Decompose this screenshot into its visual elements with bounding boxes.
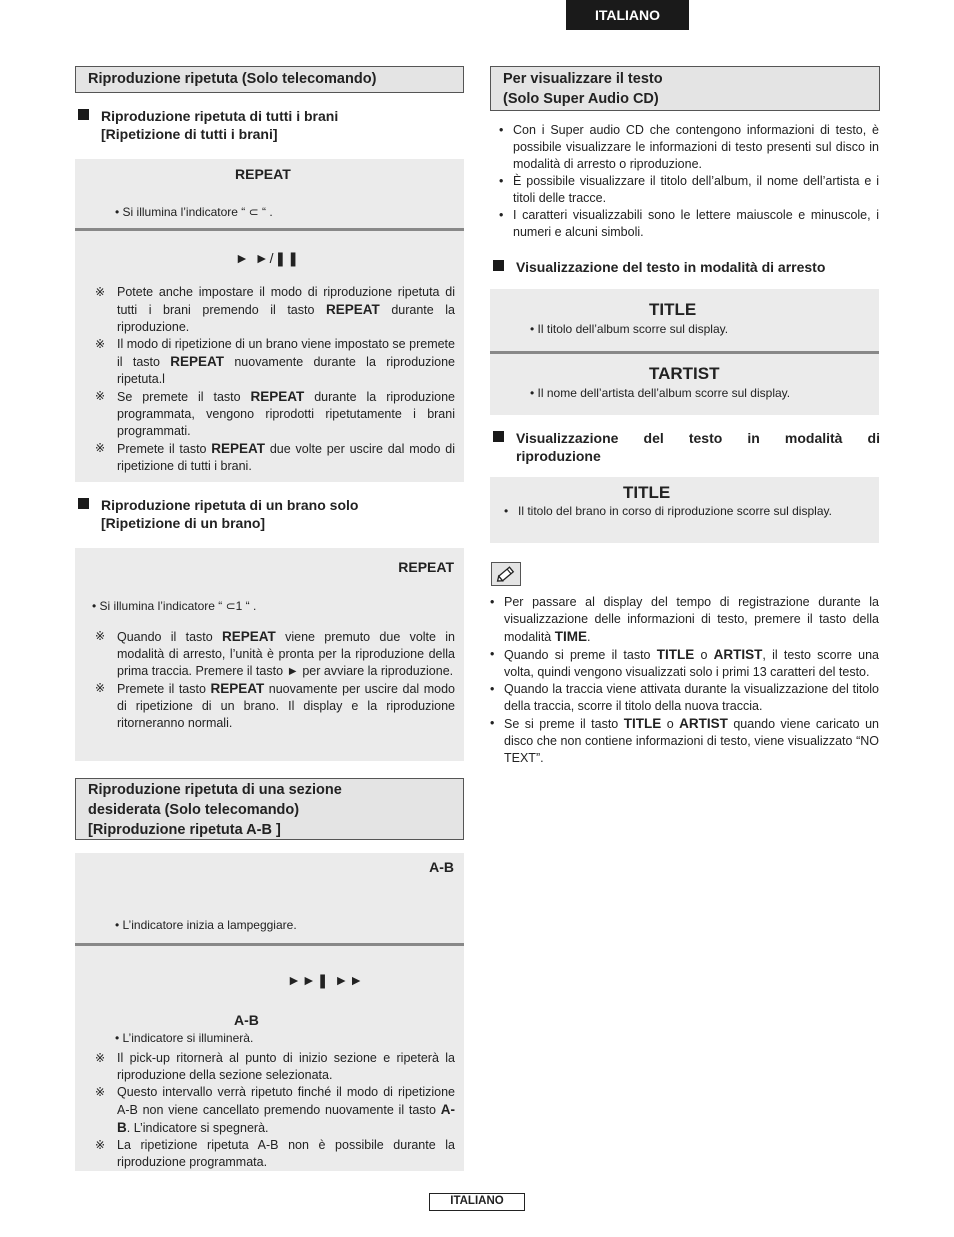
bullet-dot: • — [504, 504, 509, 518]
bullet-dot: • — [490, 595, 495, 609]
subheading-line1: Riproduzione ripetuta di un brano solo — [101, 497, 359, 513]
note-text: Il modo di ripetizione di un brano viene impostato se premete il tasto — [117, 337, 455, 369]
note-text: durante la riproduzione. — [117, 303, 455, 334]
step-box-ab-key — [75, 853, 464, 943]
bullet-dot: • — [499, 208, 504, 222]
note-mark-icon: ※ — [95, 337, 106, 351]
language-tab-label: ITALIANO — [594, 7, 661, 23]
section-title-text: Riproduzione ripetuta (Solo telecomando) — [88, 71, 377, 87]
note-key: REPEAT — [170, 354, 225, 369]
bullet-dot: • — [490, 647, 495, 661]
note-key: REPEAT — [210, 681, 265, 696]
play-pause-icon: ► ►/❚❚ — [235, 250, 300, 266]
bullet-text: L’indicatore inizia a lampeggiare. — [122, 918, 297, 932]
square-bullet-icon — [493, 260, 504, 271]
indicator-bullet — [92, 598, 256, 615]
note-item — [95, 336, 455, 388]
note-text: Se premete il tasto — [117, 390, 251, 404]
indicator-bullet — [115, 204, 273, 221]
memo-bullets — [490, 594, 879, 767]
note-key: REPEAT — [250, 389, 305, 404]
bullet-text: Il titolo dell’album scorre sul display. — [537, 322, 729, 336]
subheading-line2: [Ripetizione di un brano] — [101, 515, 266, 531]
step-box-ab-skip — [75, 946, 464, 1171]
footer-language-label: ITALIANO — [450, 1195, 504, 1207]
bullet-dot: • — [115, 1031, 123, 1045]
section-title-line2: (Solo Super Audio CD) — [503, 91, 659, 107]
bullet-dot: • — [92, 599, 100, 613]
note-text: La ripetizione ripetuta A-B non è possibile durante la riproduzione programmata. — [117, 1138, 455, 1169]
bullet-text: o — [694, 648, 714, 662]
note-item — [95, 628, 455, 680]
bullet-dot: • — [499, 174, 504, 188]
section-title-line2: desiderata (Solo telecomando) — [88, 802, 300, 818]
note-text: Quando il tasto — [117, 630, 223, 644]
key-label-repeat: REPEAT — [235, 166, 291, 182]
section-title-text-display — [490, 66, 880, 111]
key-label-ab: A-B — [429, 859, 454, 875]
note-item — [95, 680, 455, 732]
subheading-play-mode — [493, 429, 880, 465]
bullet-key: ARTIST — [679, 716, 728, 731]
subheading-repeat-one — [78, 496, 464, 532]
bullet-text: Il titolo del brano in corso di riproduzione scorre sul display. — [518, 504, 832, 518]
key-label-title: TITLE — [623, 483, 671, 502]
subheading-line1: Riproduzione ripetuta di tutti i brani — [101, 108, 339, 124]
bullet-text: Con i Super audio CD che contengono informazioni di testo, è possibile visualizzare le informazioni di testo presenti sul disco in modalità di arresto o riproduzione. — [513, 123, 879, 171]
bullet-text: Quando la traccia viene attivata durante la visualizzazione del titolo della traccia, scorre il titolo della nuova traccia. — [504, 682, 879, 713]
bullet-text: quando viene caricato un disco che non contiene informazioni di testo, viene visualizzato “NO TEXT”. — [504, 717, 879, 765]
square-bullet-icon — [78, 109, 89, 120]
section-title-repeat — [75, 66, 464, 93]
note-mark-icon: ※ — [95, 389, 106, 403]
note-mark-icon: ※ — [95, 1138, 106, 1152]
key-label-title: TITLE — [649, 300, 697, 319]
title-key-box — [490, 289, 879, 351]
list-item — [490, 646, 879, 681]
bullet-text: Si illumina l’indicatore “ ⊂ “ . — [122, 205, 273, 219]
bullet-key: TITLE — [656, 647, 695, 662]
subheading-line1: Visualizzazione del testo in modalità di — [516, 430, 880, 446]
note-text: Il pick-up ritornerà al punto di inizio sezione e ripeterà la riproduzione della sezione selezionata. — [117, 1051, 455, 1082]
intro-bullets — [499, 122, 879, 241]
note-mark-icon: ※ — [95, 681, 106, 695]
notes-list — [95, 1050, 455, 1171]
bullet-text: L’indicatore si illuminerà. — [122, 1031, 254, 1045]
skip-forward-icon: ►►❚ ►► — [287, 972, 365, 988]
square-bullet-icon — [78, 498, 89, 509]
key-label-repeat: REPEAT — [398, 559, 454, 575]
note-mark-icon: ※ — [95, 629, 106, 643]
note-item — [95, 1084, 455, 1137]
footer-language-tab — [429, 1193, 525, 1211]
subheading-stop-mode — [493, 258, 880, 276]
key-label-artist: TARTIST — [649, 364, 720, 383]
note-mark-icon: ※ — [95, 1085, 106, 1099]
note-item — [95, 1050, 455, 1084]
note-text: due volte per uscire dal modo di ripetizione di tutti i brani. — [117, 442, 455, 473]
list-item — [499, 173, 879, 207]
bullet-dot: • — [115, 918, 123, 932]
indicator-bullet — [530, 385, 790, 402]
section-title-line1: Per visualizzare il testo — [503, 71, 663, 87]
note-item — [95, 388, 455, 440]
bullet-dot: • — [115, 205, 123, 219]
note-text: Premete il tasto — [117, 682, 211, 696]
note-text: . L’indicatore si spegnerà. — [126, 1121, 269, 1135]
note-item — [95, 440, 455, 475]
artist-key-box — [490, 354, 879, 415]
indicator-bullet — [530, 321, 728, 338]
note-text: nuovamente per uscire dal modo di ripetizione di un brano. Il display e la riproduzione ritorneranno normali. — [117, 682, 455, 730]
bullet-text: Si illumina l’indicatore “ ⊂1 “ . — [99, 599, 257, 613]
note-item — [95, 1137, 455, 1171]
subheading-line2: [Ripetizione di tutti i brani] — [101, 126, 278, 142]
indicator-bullet — [504, 503, 884, 520]
indicator-bullet — [115, 917, 297, 934]
note-key: REPEAT — [326, 302, 380, 317]
note-text: viene premuto due volte in modalità di arresto, l’unità è pronta per la riproduzione della prima traccia. Premere il tasto ► per avviare la riproduzione. — [117, 630, 455, 678]
square-bullet-icon — [493, 431, 504, 442]
bullet-key: TITLE — [623, 716, 662, 731]
bullet-dot: • — [530, 386, 538, 400]
bullet-dot: • — [499, 123, 504, 137]
list-item — [499, 207, 879, 241]
bullet-key: ARTIST — [713, 647, 763, 662]
note-mark-icon: ※ — [95, 285, 106, 299]
bullet-text: Quando si preme il tasto — [504, 648, 657, 662]
note-key: REPEAT — [211, 441, 266, 456]
note-item — [95, 284, 455, 336]
note-mark-icon: ※ — [95, 1051, 106, 1065]
bullet-text: , il testo scorre una volta, quindi vengono visualizzati solo i primi 13 caratteri del testo. — [504, 648, 879, 679]
note-text: Questo intervallo verrà ripetuto finché il modo di ripetizione A-B non viene cancellato premendo nuovamente il tasto — [117, 1085, 455, 1117]
note-key: A-B — [117, 1102, 455, 1135]
pencil-memo-icon — [491, 562, 521, 586]
section-title-line1: Riproduzione ripetuta di una sezione — [88, 782, 342, 798]
section-title-line3: [Riproduzione ripetuta A-B ] — [88, 822, 281, 838]
subheading-line2: riproduzione — [516, 448, 601, 464]
subheading-text: Visualizzazione del testo in modalità di arresto — [516, 259, 826, 275]
section-title-ab — [75, 778, 464, 840]
notes-list — [95, 284, 455, 475]
note-text: Potete anche impostare il modo di riproduzione ripetuta di tutti i brani premendo il tasto — [117, 285, 455, 317]
step-box-play — [75, 231, 464, 482]
bullet-text: È possibile visualizzare il titolo dell’album, il nome dell’artista e i titoli delle tracce. — [513, 174, 879, 205]
bullet-text: I caratteri visualizzabili sono le lettere maiuscole e minuscole, i numeri e alcuni simboli. — [513, 208, 879, 239]
key-label-ab: A-B — [234, 1012, 259, 1028]
play-title-key-box — [490, 477, 879, 543]
bullet-text: Per passare al display del tempo di registrazione durante la visualizzazione delle informazioni di testo, premere il tasto della modalità — [504, 595, 879, 644]
bullet-dot: • — [490, 716, 495, 730]
bullet-dot: • — [530, 322, 538, 336]
note-text: nuovamente durante la riproduzione ripetuta.l — [117, 355, 455, 386]
note-text: Premete il tasto — [117, 442, 212, 456]
note-mark-icon: ※ — [95, 441, 106, 455]
indicator-bullet — [115, 1030, 253, 1047]
bullet-key: TIME — [554, 629, 587, 644]
note-key: REPEAT — [222, 629, 276, 644]
bullet-text: Il nome dell’artista dell’album scorre sul display. — [537, 386, 791, 400]
bullet-text: Se si preme il tasto — [504, 717, 624, 731]
list-item — [499, 122, 879, 173]
notes-list — [95, 628, 455, 732]
bullet-text: . — [586, 630, 591, 644]
list-item — [490, 715, 879, 767]
step-box-repeat-one — [75, 548, 464, 761]
subheading-repeat-all — [78, 107, 464, 143]
bullet-dot: • — [490, 682, 495, 696]
note-text: durante la riproduzione programmata, vengono riprodotti ripetutamente i brani programmati. — [117, 390, 455, 438]
language-tab — [566, 0, 689, 30]
list-item — [490, 594, 879, 646]
step-box-repeat-key — [75, 159, 464, 228]
bullet-text: o — [661, 717, 680, 731]
list-item — [490, 681, 879, 715]
